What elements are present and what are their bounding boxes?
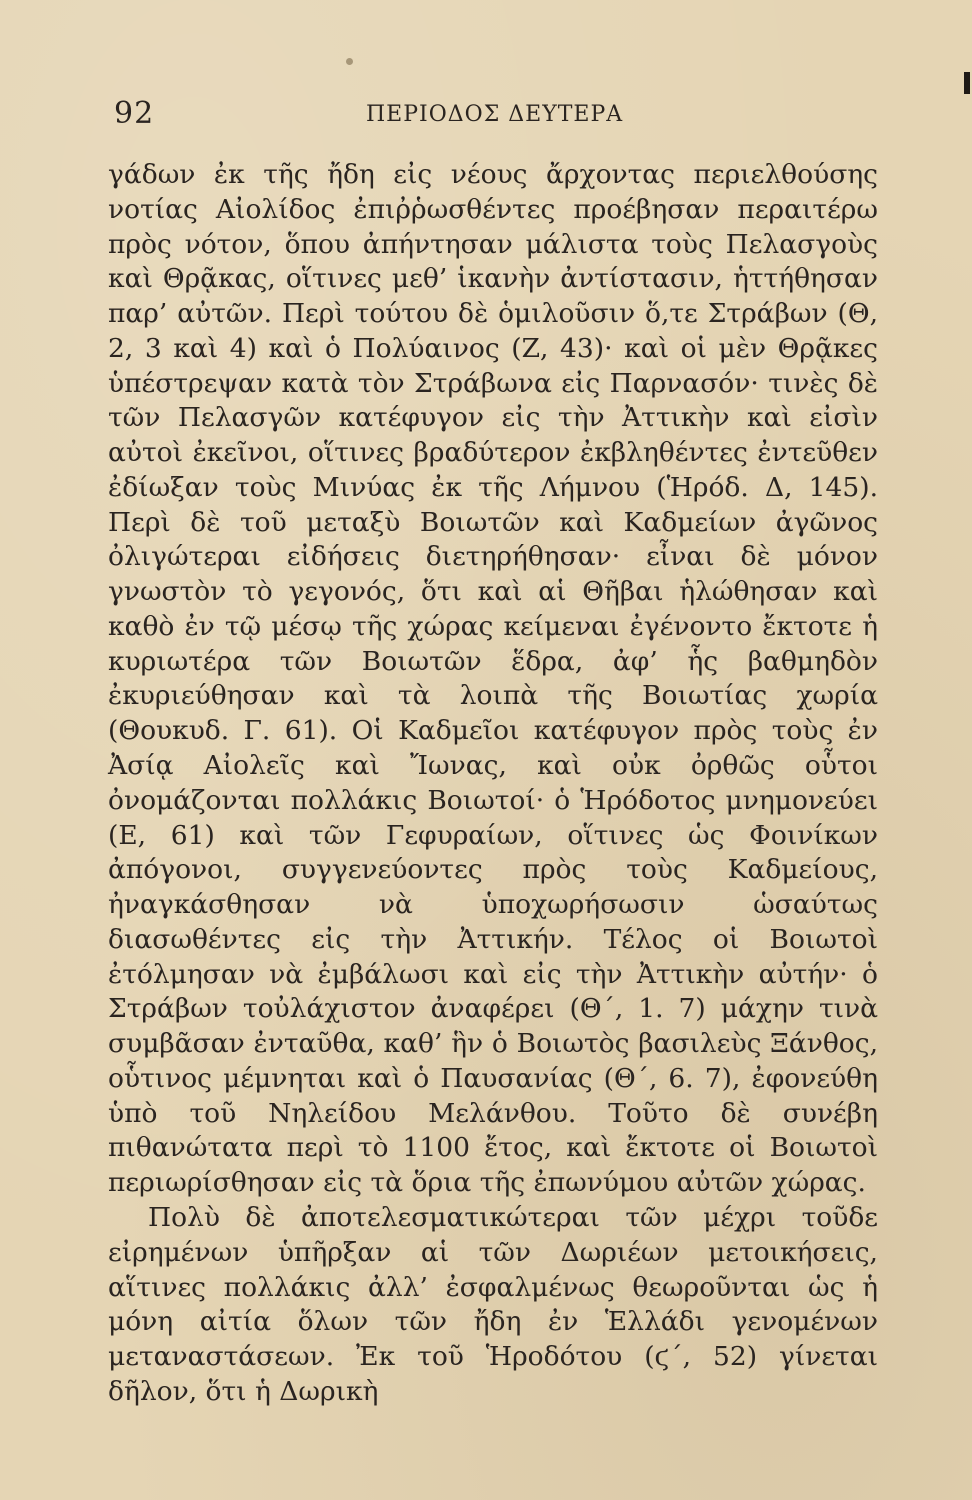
paragraph-1: γάδων ἐκ τῆς ἤδη εἰς νέους ἄρχοντας περιελθούσης νοτίας Αἰολίδος ἐπιῤῥωσθέντες προέβησαν περαιτέρω πρὸς νότον, ὅπου ἀπήντησαν μάλιστα τοὺς Πελασγοὺς καὶ Θρᾷκας, οἵτινες μεθ’ ἱκανὴν ἀντίστασιν, ἡττήθησαν παρ’ αὐτῶν. Περὶ τούτου δὲ ὁμιλοῦσιν ὅ,τε Στράβων (Θ, 2, 3 καὶ 4) καὶ ὁ Πολύαινος (Ζ, 43)· καὶ οἱ μὲν Θρᾷκες ὑπέστρεψαν κατὰ τὸν Στράβωνα εἰς Παρνασόν· τινὲς δὲ τῶν Πελασγῶν κατέφυγον εἰς τὴν Ἀττικὴν καὶ εἰσὶν αὐτοὶ ἐκεῖνοι, οἵτινες βραδύτερον ἐκβληθέντες ἐντεῦθεν ἐδίωξαν τοὺς Μινύας ἐκ τῆς Λήμνου (Ἡρόδ. Δ, 145). Περὶ δὲ τοῦ μεταξὺ Βοιωτῶν καὶ Καδμείων ἀγῶνος ὀλιγώτεραι εἰδήσεις διετηρήθησαν· εἶναι δὲ μόνον γνωστὸν τὸ γεγονός, ὅτι καὶ αἱ Θῆβαι ἡλώθησαν καὶ καθὸ ἐν τῷ μέσῳ τῆς χώρας κείμεναι ἐγένοντο ἔκτοτε ἡ κυριωτέρα τῶν Βοιωτῶν ἕδρα, ἀφ’ ἧς βαθμηδὸν ἐκυριεύθησαν καὶ τὰ λοιπὰ τῆς Βοιωτίας χωρία (Θουκυδ. Γ. 61). Οἱ Καδμεῖοι κατέφυγον πρὸς τοὺς ἐν Ἀσίᾳ Αἰολεῖς καὶ Ἴωνας, καὶ οὐκ ὀρθῶς οὗτοι ὀνομάζονται πολλάκις Βοιωτοί· ὁ Ἡρόδοτος μνημονεύει (Ε, 61) καὶ τῶν Γεφυραίων, οἵτινες ὡς Φοινίκων ἀπόγονοι, συγγενεύοντες πρὸς τοὺς Καδμείους, ἠναγκάσθησαν νὰ ὑποχωρήσωσιν ὡσαύτως διασωθέντες εἰς τὴν Ἀττικήν. Τέλος οἱ Βοιωτοὶ ἐτόλμησαν νὰ ἐμβάλωσι καὶ εἰς τὴν Ἀττικὴν αὐτήν· ὁ Στράβων τοὐλάχιστον ἀναφέρει (Θ΄, 1. 7) μάχην τινὰ συμβᾶσαν ἐνταῦθα, καθ’ ἣν ὁ Βοιωτὸς βασιλεὺς Ξάνθος, οὗτινος μέμνηται καὶ ὁ Παυσανίας (Θ΄, 6. 7), ἐφονεύθη ὑπὸ τοῦ Νηλείδου Μελάνθου. Τοῦτο δὲ συνέβη πιθανώτατα περὶ τὸ 1100 ἔτος, καὶ ἔκτοτε οἱ Βοιωτοὶ περιωρίσθησαν εἰς τὰ ὅρια τῆς ἐπωνύμου αὐτῶν χώρας. bbox=[108, 159, 878, 1199]
page-header bbox=[108, 96, 882, 140]
running-head: ΠΕΡΙΟΔΟΣ ΔΕΥΤΕΡΑ bbox=[366, 102, 624, 127]
page-number: 92 bbox=[114, 96, 155, 131]
body-text bbox=[108, 158, 878, 1410]
ink-speck bbox=[346, 58, 353, 65]
page-edge-mark bbox=[964, 72, 970, 94]
paragraph-2: Πολὺ δὲ ἀποτελεσματικώτεραι τῶν μέχρι τοῦδε εἰρημένων ὑπῆρξαν αἱ τῶν Δωριέων μετοικήσεις, αἵτινες πολλάκις ἀλλ’ ἐσφαλμένως θεωροῦνται ὡς ἡ μόνη αἰτία ὅλων τῶν ἤδη ἐν Ἑλλάδι γενομένων μεταναστάσεων. Ἐκ τοῦ Ἡροδότου (ϛ΄, 52) γίνεται δῆλον, ὅτι ἡ Δωρικὴ bbox=[108, 1201, 878, 1407]
